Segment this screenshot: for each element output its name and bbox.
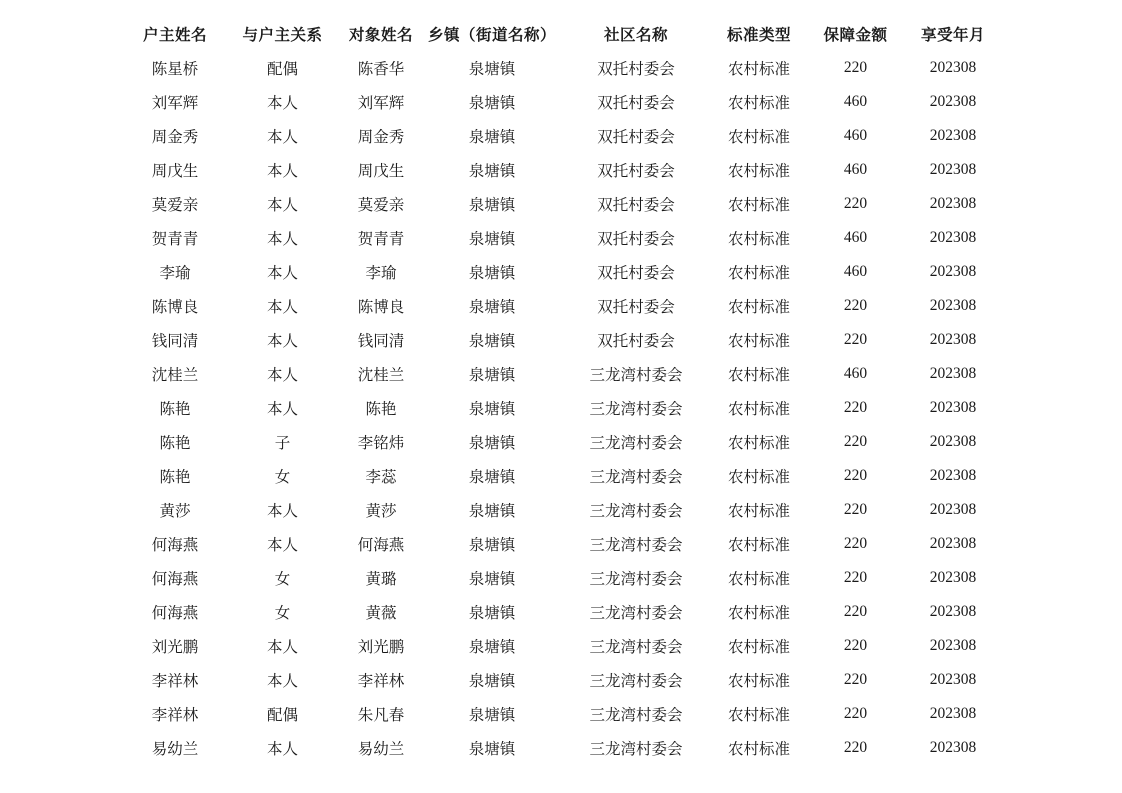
cell-recipient-name: 周金秀 bbox=[357, 128, 405, 146]
cell-period: 202308 bbox=[929, 229, 977, 246]
table-row bbox=[120, 119, 998, 153]
cell-relation: 本人 bbox=[266, 298, 298, 316]
table-row bbox=[120, 391, 998, 425]
header-amount: 保障金额 bbox=[823, 26, 888, 44]
table-row bbox=[120, 731, 998, 765]
cell-township: 泉塘镇 bbox=[468, 128, 516, 146]
table-row bbox=[120, 51, 998, 85]
cell-amount: 220 bbox=[843, 739, 868, 756]
cell-township: 泉塘镇 bbox=[468, 536, 516, 554]
cell-period: 202308 bbox=[929, 739, 977, 756]
table-row bbox=[120, 187, 998, 221]
cell-amount: 220 bbox=[843, 59, 868, 76]
cell-recipient-name: 黄莎 bbox=[365, 502, 397, 520]
cell-township: 泉塘镇 bbox=[468, 672, 516, 690]
cell-recipient-name: 易幼兰 bbox=[357, 740, 405, 758]
cell-community: 三龙湾村委会 bbox=[589, 604, 683, 622]
cell-community: 三龙湾村委会 bbox=[589, 434, 683, 452]
cell-household-head: 易幼兰 bbox=[151, 740, 199, 758]
cell-amount: 460 bbox=[843, 127, 868, 144]
cell-period: 202308 bbox=[929, 365, 977, 382]
table-row bbox=[120, 459, 998, 493]
cell-period: 202308 bbox=[929, 195, 977, 212]
header-row bbox=[120, 17, 998, 51]
cell-township: 泉塘镇 bbox=[468, 60, 516, 78]
subsidy-roster-table bbox=[120, 17, 998, 765]
cell-community: 三龙湾村委会 bbox=[589, 366, 683, 384]
header-community: 社区名称 bbox=[603, 26, 668, 44]
cell-township: 泉塘镇 bbox=[468, 162, 516, 180]
cell-household-head: 黄莎 bbox=[159, 502, 191, 520]
cell-amount: 460 bbox=[843, 365, 868, 382]
cell-amount: 220 bbox=[843, 569, 868, 586]
cell-household-head: 钱同清 bbox=[151, 332, 199, 350]
cell-recipient-name: 陈博良 bbox=[357, 298, 405, 316]
table-row bbox=[120, 85, 998, 119]
cell-standard-type: 农村标准 bbox=[727, 400, 790, 418]
cell-township: 泉塘镇 bbox=[468, 264, 516, 282]
cell-township: 泉塘镇 bbox=[468, 706, 516, 724]
cell-township: 泉塘镇 bbox=[468, 94, 516, 112]
cell-relation: 本人 bbox=[266, 400, 298, 418]
cell-household-head: 陈艳 bbox=[159, 468, 191, 486]
cell-household-head: 刘光鹏 bbox=[151, 638, 199, 656]
cell-household-head: 李瑜 bbox=[159, 264, 191, 282]
cell-relation: 本人 bbox=[266, 366, 298, 384]
cell-household-head: 莫爱亲 bbox=[151, 196, 199, 214]
cell-township: 泉塘镇 bbox=[468, 604, 516, 622]
cell-household-head: 周戊生 bbox=[151, 162, 199, 180]
cell-relation: 本人 bbox=[266, 332, 298, 350]
cell-relation: 配偶 bbox=[266, 60, 298, 78]
cell-standard-type: 农村标准 bbox=[727, 128, 790, 146]
table-row bbox=[120, 289, 998, 323]
cell-relation: 本人 bbox=[266, 638, 298, 656]
cell-recipient-name: 李祥林 bbox=[357, 672, 405, 690]
cell-period: 202308 bbox=[929, 263, 977, 280]
cell-amount: 220 bbox=[843, 535, 868, 552]
cell-household-head: 何海燕 bbox=[151, 604, 199, 622]
cell-period: 202308 bbox=[929, 467, 977, 484]
table-row bbox=[120, 357, 998, 391]
cell-township: 泉塘镇 bbox=[468, 468, 516, 486]
cell-standard-type: 农村标准 bbox=[727, 332, 790, 350]
cell-township: 泉塘镇 bbox=[468, 230, 516, 248]
cell-community: 三龙湾村委会 bbox=[589, 570, 683, 588]
cell-household-head: 陈星桥 bbox=[151, 60, 199, 78]
table-row bbox=[120, 221, 998, 255]
table-row bbox=[120, 493, 998, 527]
cell-amount: 220 bbox=[843, 637, 868, 654]
cell-township: 泉塘镇 bbox=[468, 400, 516, 418]
cell-community: 双托村委会 bbox=[597, 196, 675, 214]
cell-household-head: 沈桂兰 bbox=[151, 366, 199, 384]
cell-standard-type: 农村标准 bbox=[727, 604, 790, 622]
cell-recipient-name: 何海燕 bbox=[357, 536, 405, 554]
cell-period: 202308 bbox=[929, 127, 977, 144]
cell-amount: 460 bbox=[843, 263, 868, 280]
cell-recipient-name: 李瑜 bbox=[365, 264, 397, 282]
cell-household-head: 陈博良 bbox=[151, 298, 199, 316]
cell-community: 三龙湾村委会 bbox=[589, 536, 683, 554]
cell-household-head: 何海燕 bbox=[151, 536, 199, 554]
cell-standard-type: 农村标准 bbox=[727, 60, 790, 78]
cell-standard-type: 农村标准 bbox=[727, 740, 790, 758]
cell-recipient-name: 李铭炜 bbox=[357, 434, 405, 452]
cell-household-head: 李祥林 bbox=[151, 706, 199, 724]
cell-period: 202308 bbox=[929, 331, 977, 348]
cell-amount: 220 bbox=[843, 705, 868, 722]
cell-amount: 460 bbox=[843, 229, 868, 246]
cell-amount: 220 bbox=[843, 433, 868, 450]
cell-relation: 配偶 bbox=[266, 706, 298, 724]
table-row bbox=[120, 663, 998, 697]
cell-community: 双托村委会 bbox=[597, 332, 675, 350]
cell-township: 泉塘镇 bbox=[468, 740, 516, 758]
cell-community: 三龙湾村委会 bbox=[589, 400, 683, 418]
cell-period: 202308 bbox=[929, 297, 977, 314]
cell-relation: 女 bbox=[274, 570, 291, 588]
cell-amount: 460 bbox=[843, 161, 868, 178]
cell-community: 双托村委会 bbox=[597, 60, 675, 78]
cell-amount: 220 bbox=[843, 399, 868, 416]
cell-standard-type: 农村标准 bbox=[727, 94, 790, 112]
cell-relation: 子 bbox=[274, 434, 291, 452]
cell-community: 双托村委会 bbox=[597, 128, 675, 146]
header-recipient-name: 对象姓名 bbox=[348, 26, 413, 44]
cell-standard-type: 农村标准 bbox=[727, 570, 790, 588]
cell-relation: 本人 bbox=[266, 196, 298, 214]
cell-relation: 女 bbox=[274, 604, 291, 622]
cell-period: 202308 bbox=[929, 161, 977, 178]
cell-recipient-name: 刘军辉 bbox=[357, 94, 405, 112]
cell-recipient-name: 朱凡春 bbox=[357, 706, 405, 724]
header-household-head: 户主姓名 bbox=[142, 26, 207, 44]
cell-recipient-name: 莫爱亲 bbox=[357, 196, 405, 214]
table-row bbox=[120, 697, 998, 731]
cell-period: 202308 bbox=[929, 399, 977, 416]
cell-township: 泉塘镇 bbox=[468, 298, 516, 316]
cell-community: 三龙湾村委会 bbox=[589, 740, 683, 758]
cell-recipient-name: 黄璐 bbox=[365, 570, 397, 588]
cell-recipient-name: 周戊生 bbox=[357, 162, 405, 180]
cell-township: 泉塘镇 bbox=[468, 332, 516, 350]
cell-standard-type: 农村标准 bbox=[727, 536, 790, 554]
header-period: 享受年月 bbox=[920, 26, 985, 44]
table-row bbox=[120, 425, 998, 459]
cell-relation: 本人 bbox=[266, 502, 298, 520]
cell-township: 泉塘镇 bbox=[468, 196, 516, 214]
cell-household-head: 刘军辉 bbox=[151, 94, 199, 112]
cell-standard-type: 农村标准 bbox=[727, 502, 790, 520]
cell-amount: 220 bbox=[843, 671, 868, 688]
table-row bbox=[120, 561, 998, 595]
cell-community: 双托村委会 bbox=[597, 264, 675, 282]
cell-township: 泉塘镇 bbox=[468, 366, 516, 384]
table-row bbox=[120, 323, 998, 357]
cell-period: 202308 bbox=[929, 433, 977, 450]
header-relation: 与户主关系 bbox=[242, 26, 323, 44]
cell-community: 三龙湾村委会 bbox=[589, 672, 683, 690]
cell-relation: 女 bbox=[274, 468, 291, 486]
cell-recipient-name: 沈桂兰 bbox=[357, 366, 405, 384]
cell-amount: 220 bbox=[843, 603, 868, 620]
cell-township: 泉塘镇 bbox=[468, 502, 516, 520]
cell-relation: 本人 bbox=[266, 128, 298, 146]
table-row bbox=[120, 629, 998, 663]
cell-relation: 本人 bbox=[266, 740, 298, 758]
cell-period: 202308 bbox=[929, 603, 977, 620]
table-row bbox=[120, 527, 998, 561]
cell-community: 双托村委会 bbox=[597, 230, 675, 248]
table-body bbox=[120, 51, 998, 765]
cell-standard-type: 农村标准 bbox=[727, 298, 790, 316]
cell-standard-type: 农村标准 bbox=[727, 264, 790, 282]
cell-relation: 本人 bbox=[266, 672, 298, 690]
cell-period: 202308 bbox=[929, 93, 977, 110]
cell-household-head: 陈艳 bbox=[159, 400, 191, 418]
cell-standard-type: 农村标准 bbox=[727, 162, 790, 180]
cell-township: 泉塘镇 bbox=[468, 434, 516, 452]
cell-township: 泉塘镇 bbox=[468, 638, 516, 656]
cell-household-head: 陈艳 bbox=[159, 434, 191, 452]
header-township: 乡镇（街道名称） bbox=[427, 26, 556, 44]
cell-standard-type: 农村标准 bbox=[727, 434, 790, 452]
cell-community: 双托村委会 bbox=[597, 298, 675, 316]
cell-standard-type: 农村标准 bbox=[727, 468, 790, 486]
cell-household-head: 何海燕 bbox=[151, 570, 199, 588]
cell-period: 202308 bbox=[929, 535, 977, 552]
cell-recipient-name: 陈香华 bbox=[357, 60, 405, 78]
cell-recipient-name: 钱同清 bbox=[357, 332, 405, 350]
cell-community: 三龙湾村委会 bbox=[589, 706, 683, 724]
cell-household-head: 李祥林 bbox=[151, 672, 199, 690]
cell-relation: 本人 bbox=[266, 94, 298, 112]
cell-household-head: 周金秀 bbox=[151, 128, 199, 146]
table-row bbox=[120, 153, 998, 187]
cell-amount: 220 bbox=[843, 501, 868, 518]
cell-community: 三龙湾村委会 bbox=[589, 468, 683, 486]
table-row bbox=[120, 255, 998, 289]
cell-relation: 本人 bbox=[266, 230, 298, 248]
table-row bbox=[120, 595, 998, 629]
cell-period: 202308 bbox=[929, 705, 977, 722]
cell-amount: 220 bbox=[843, 297, 868, 314]
cell-period: 202308 bbox=[929, 637, 977, 654]
cell-standard-type: 农村标准 bbox=[727, 196, 790, 214]
cell-township: 泉塘镇 bbox=[468, 570, 516, 588]
cell-community: 双托村委会 bbox=[597, 162, 675, 180]
cell-amount: 220 bbox=[843, 467, 868, 484]
cell-amount: 460 bbox=[843, 93, 868, 110]
cell-relation: 本人 bbox=[266, 536, 298, 554]
cell-amount: 220 bbox=[843, 331, 868, 348]
cell-period: 202308 bbox=[929, 501, 977, 518]
cell-standard-type: 农村标准 bbox=[727, 366, 790, 384]
cell-recipient-name: 贺青青 bbox=[357, 230, 405, 248]
header-standard-type: 标准类型 bbox=[726, 26, 791, 44]
cell-amount: 220 bbox=[843, 195, 868, 212]
cell-recipient-name: 李蕊 bbox=[365, 468, 397, 486]
cell-community: 三龙湾村委会 bbox=[589, 502, 683, 520]
cell-period: 202308 bbox=[929, 671, 977, 688]
table-header bbox=[120, 17, 998, 51]
cell-standard-type: 农村标准 bbox=[727, 230, 790, 248]
cell-recipient-name: 黄薇 bbox=[365, 604, 397, 622]
cell-community: 双托村委会 bbox=[597, 94, 675, 112]
cell-household-head: 贺青青 bbox=[151, 230, 199, 248]
cell-community: 三龙湾村委会 bbox=[589, 638, 683, 656]
cell-standard-type: 农村标准 bbox=[727, 706, 790, 724]
cell-standard-type: 农村标准 bbox=[727, 672, 790, 690]
cell-standard-type: 农村标准 bbox=[727, 638, 790, 656]
cell-period: 202308 bbox=[929, 569, 977, 586]
cell-recipient-name: 刘光鹏 bbox=[357, 638, 405, 656]
cell-relation: 本人 bbox=[266, 264, 298, 282]
cell-relation: 本人 bbox=[266, 162, 298, 180]
cell-period: 202308 bbox=[929, 59, 977, 76]
cell-recipient-name: 陈艳 bbox=[365, 400, 397, 418]
